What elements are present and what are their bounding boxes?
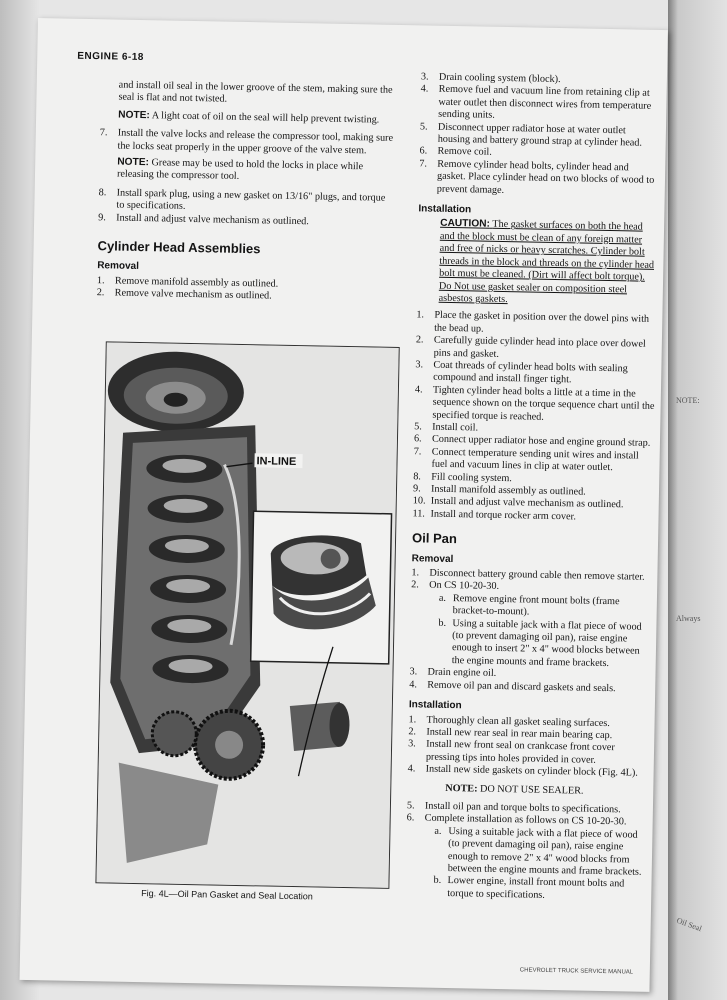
step-number: 2. <box>411 579 419 591</box>
step-number: 4. <box>420 83 429 95</box>
subsection-label: Removal <box>97 260 140 273</box>
subsection-label: Installation <box>418 203 472 216</box>
step-text: Remove oil pan and discard gaskets and seals. <box>427 679 616 694</box>
note-text: A light coat of oil on the seal will help prevent twisting. <box>151 110 380 126</box>
left-column <box>97 79 397 305</box>
step <box>414 384 655 426</box>
step-number: 2. <box>415 334 424 346</box>
step-text: Drain cooling system (block). <box>438 71 561 86</box>
step-text: Install new front seal on crankcase front cover pressing tips into holes provided in cover. <box>425 738 615 766</box>
caution-text: The gasket surfaces on both the head and the block must be clean of any foreign matter and free of nicks or heavy scratches. Cylinder bolt threads in the block and threads on the cylinder head bolt must be cleaned. (Dirt will affect bolt torque). Do Not use gasket sealer on composition steel asbestos gaskets. <box>438 219 655 305</box>
subsection-label: Removal <box>411 552 454 565</box>
oil-install-steps <box>408 714 649 781</box>
adjacent-page-edge <box>668 0 727 1000</box>
step-number: 6. <box>419 145 428 157</box>
step-number: 10. <box>412 495 426 507</box>
step-text: Install and adjust valve mechanism as outlined. <box>116 212 309 227</box>
step-text: Remove manifold assembly as outlined. <box>114 275 279 290</box>
step-number: 4. <box>414 384 423 396</box>
step-number: 5. <box>414 421 422 433</box>
page-header: ENGINE 6-18 <box>77 50 145 64</box>
removal-steps <box>97 275 393 305</box>
engine-illustration <box>96 342 398 888</box>
oil-pan-figure <box>95 341 399 889</box>
step-number: 3. <box>408 738 416 750</box>
step <box>99 127 395 157</box>
step-text: Using a suitable jack with a flat piece of wood (to prevent damaging oil pan), raise engine enough to insert 2" x 4" wood blocks between the engine mounts and frame brackets. <box>451 617 642 669</box>
step-number: 9. <box>98 211 106 223</box>
step-number: 6. <box>406 812 415 824</box>
step-text: Connect temperature sending unit wires and install fuel and vacuum lines in clip at water outlet. <box>431 446 639 474</box>
step-number: 5. <box>419 120 428 133</box>
note-label: NOTE: <box>118 109 150 121</box>
step-text: Drain engine oil. <box>427 666 497 680</box>
oil-install-substeps <box>405 825 646 904</box>
oil-removal-substeps <box>410 592 651 671</box>
engine-block-graphic <box>109 423 265 756</box>
step-text: Fill cooling system. <box>431 471 513 484</box>
step-text: Complete installation as follows on CS 10-20-30. <box>424 812 627 828</box>
step-text: On CS 10-20-30. <box>429 580 500 593</box>
substep <box>406 825 647 879</box>
figure-caption: Fig. 4L—Oil Pan Gasket and Seal Location <box>141 888 313 902</box>
step-text: Using a suitable jack with a flat piece of wood (to prevent damaging oil pan), raise engine enough to remove 2" x 4" wood blocks from between the engine mounts and frame brackets. <box>447 825 642 878</box>
note-text: Grease may be used to hold the locks in place while releasing the compressor tool. <box>116 157 364 183</box>
step-text: Install and adjust valve mechanism as outlined. <box>430 496 624 511</box>
step-number: 7. <box>413 446 422 458</box>
caution-label: CAUTION: <box>440 218 491 231</box>
step-text: Remove cylinder head bolts, cylinder head and gasket. Place cylinder head on two blocks of wood to prevent damage. <box>436 158 655 196</box>
step-text: Thoroughly clean all gasket sealing surfaces. <box>426 714 610 729</box>
step-text: Remove coil. <box>437 146 492 159</box>
step-number: 8. <box>98 187 107 199</box>
right-column <box>405 71 661 904</box>
step-number: 3. <box>420 71 429 83</box>
section-title: Cylinder Head Assemblies <box>97 238 261 257</box>
step-text: Place the gasket in position over the dowel pins with the bead up. <box>434 309 650 335</box>
step-text: Remove valve mechanism as outlined. <box>114 287 272 302</box>
head-removal-steps <box>419 71 661 200</box>
step-number: 9. <box>412 483 421 495</box>
step-text: Install new rear seal in rear main bearing cap. <box>426 726 613 742</box>
step-number: 2. <box>408 726 417 738</box>
step-text: Install coil. <box>432 421 479 434</box>
step-text: Install oil pan and torque bolts to specifications. <box>424 800 621 816</box>
substep <box>405 875 645 904</box>
step <box>420 84 661 126</box>
step-text: Disconnect battery ground cable then remove starter. <box>429 567 645 583</box>
oil-removal-steps-continued <box>409 667 649 696</box>
step-text: Lower engine, install front mount bolts and torque to specifications. <box>447 875 625 901</box>
step-text: Install spark plug, using a new gasket on 13/16" plugs, and torque to specifications. <box>116 187 386 213</box>
note <box>407 782 647 799</box>
step-text: Carefully guide cylinder head into place over dowel pins and gasket. <box>433 334 646 360</box>
step-text: Install new side gaskets on cylinder block (Fig. 4L). <box>425 763 638 779</box>
note-text: DO NOT USE SEALER. <box>479 783 584 797</box>
step-number: 5. <box>406 800 415 812</box>
step-text: Remove engine front mount bolts (frame bracket-to-mount). <box>452 592 620 618</box>
step-number: 3. <box>415 359 424 371</box>
step-number: 6. <box>413 433 422 445</box>
head-install-steps <box>412 310 656 525</box>
note <box>99 156 395 186</box>
step-text: Install the valve locks and release the compressor tool, making sure the locks seat properly in the upper groove of the valve stem. <box>117 127 394 156</box>
page-footer: CHEVROLET TRUCK SERVICE MANUAL <box>519 967 634 976</box>
substep <box>410 617 651 671</box>
step-text: Remove fuel and vacuum line from retaining clip at water outlet then disconnect wires from temperature sending units. <box>438 84 652 122</box>
step-number: 7. <box>99 127 108 139</box>
adjacent-page-fragment: Oil Seal <box>675 915 703 934</box>
step-text: Install manifold assembly as outlined. <box>430 483 586 498</box>
step-number: 4. <box>409 678 418 691</box>
step-number: 1. <box>96 275 105 287</box>
step-number: 1. <box>411 567 420 579</box>
step-text: Connect upper radiator hose and engine ground strap. <box>431 434 651 450</box>
step-number: 1. <box>408 713 417 725</box>
step-number: 1. <box>416 309 425 321</box>
note <box>100 109 396 127</box>
step-number: a. <box>434 825 442 837</box>
caution-block <box>417 218 659 309</box>
step-number: 3. <box>409 666 418 678</box>
seal-detail-inset <box>251 511 392 664</box>
step-number: 8. <box>413 470 422 483</box>
step <box>419 158 660 200</box>
subsection-label: Installation <box>408 699 462 712</box>
step-number: 2. <box>96 287 105 299</box>
step-number: b. <box>438 617 447 629</box>
note-label: NOTE: <box>117 156 150 169</box>
step-continued-text: and install oil seal in the lower groove of the stem, making sure the seal is flat and not twisted. <box>118 79 393 106</box>
section-title: Oil Pan <box>411 530 458 547</box>
manual-page <box>20 18 668 992</box>
figure-label-inline: IN-LINE <box>256 455 297 469</box>
step-text: Coat threads of cylinder head bolts with sealing compound and install finger tight. <box>433 359 628 386</box>
step-number: 11. <box>412 508 426 520</box>
step-text: Disconnect upper radiator hose at water outlet housing and battery ground strap at cylinder head. <box>437 121 643 149</box>
note-label: NOTE: <box>445 782 478 795</box>
step-text: Tighten cylinder head bolts a little at a time in the sequence shown on the torque sequence chart until the specified torque is reached. <box>432 384 655 423</box>
step-number: 4. <box>407 763 416 775</box>
step-text: Install and torque rocker arm cover. <box>430 508 577 523</box>
step-number: a. <box>438 592 447 604</box>
adjacent-page-fragment: Always <box>676 614 701 623</box>
step-number: 7. <box>419 158 428 170</box>
step-number: b. <box>433 875 442 887</box>
adjacent-page-fragment: NOTE: <box>676 396 700 405</box>
